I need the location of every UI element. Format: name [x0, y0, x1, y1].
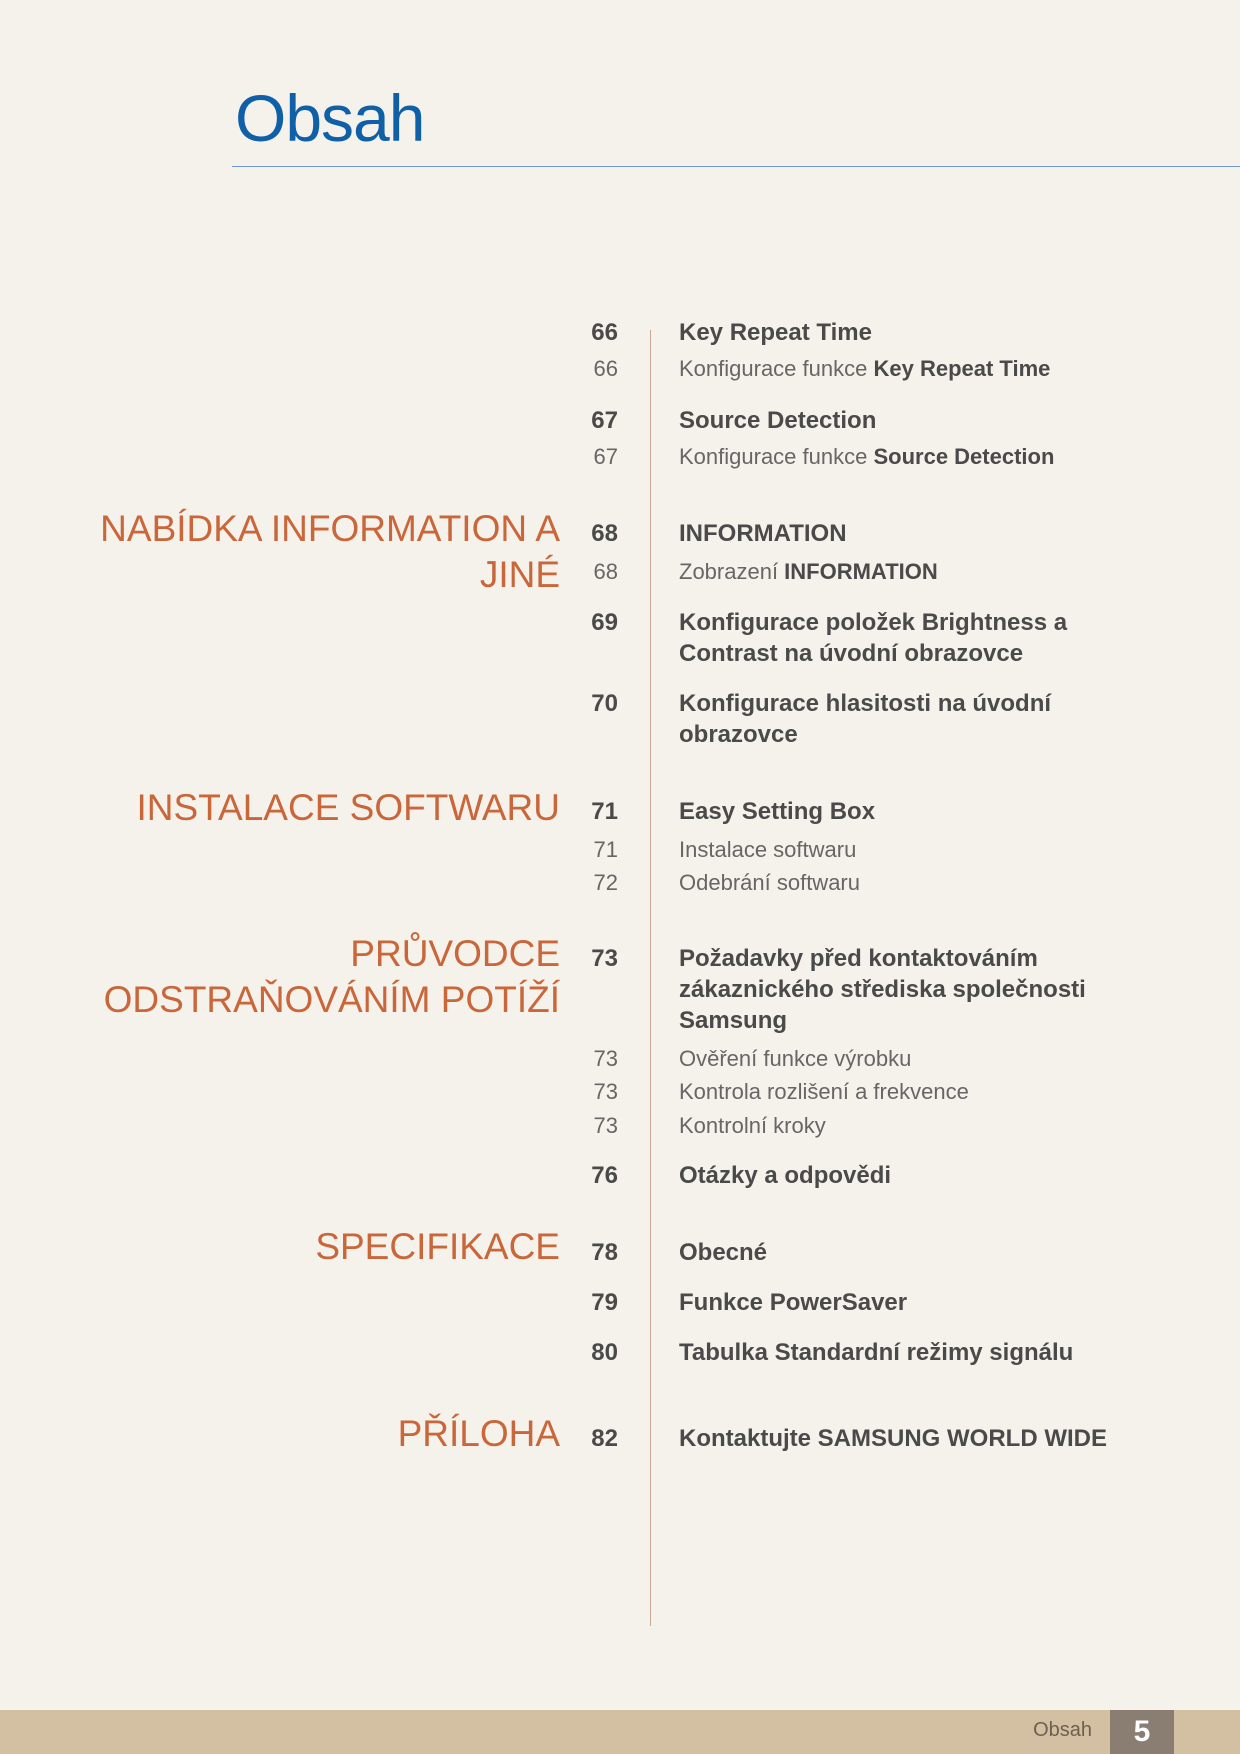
page-number: 72 [593, 870, 618, 895]
section-instalace-softwaru: INSTALACE SOFTWARU [136, 787, 560, 828]
page-number: 76 [591, 1162, 618, 1189]
page-number: 66 [593, 356, 618, 381]
page-number: 73 [591, 945, 618, 972]
entry-title: Požadavky před kontaktováním zákaznického střediska společnosti Samsung [679, 945, 1086, 1034]
section-specifikace: SPECIFIKACE [315, 1226, 560, 1267]
page-number: 80 [591, 1339, 618, 1366]
page-number: 69 [591, 609, 618, 636]
page-number: 66 [591, 319, 618, 346]
page-number: 73 [593, 1046, 618, 1071]
page-number: 67 [591, 407, 618, 434]
entry-title: Konfigurace hlasitosti na úvodní obrazovce [679, 690, 1052, 748]
page-number: 73 [593, 1113, 618, 1138]
section-pruvodce-odstranovanim: PRŮVODCE ODSTRAŇOVÁNÍM POTÍŽÍ [103, 933, 560, 1020]
section-priloha: PŘÍLOHA [397, 1413, 560, 1454]
entry-title: Kontrola rozlišení a frekvence [679, 1079, 969, 1104]
entry-title: Obecné [679, 1239, 768, 1266]
page-number: 68 [593, 559, 618, 584]
page-title: Obsah [235, 81, 425, 155]
entry-title: Odebrání softwaru [679, 870, 860, 895]
page-number: 71 [593, 837, 618, 862]
entry-title: Tabulka Standardní režimy signálu [679, 1339, 1074, 1366]
entry-title: Key Repeat Time [679, 319, 872, 346]
title-divider [232, 166, 1240, 167]
entry-title: Otázky a odpovědi [679, 1162, 892, 1189]
page-footer [0, 1710, 1240, 1754]
entry-title: Source Detection [679, 407, 877, 434]
entry-title: Konfigurace položek Brightness a Contrast na úvodní obrazovce [679, 609, 1068, 667]
entry-title: Easy Setting Box [679, 798, 876, 825]
entry-title: Kontrolní kroky [679, 1113, 826, 1138]
page-number: 67 [593, 444, 618, 469]
page-number: 82 [591, 1425, 618, 1452]
entry-title: Konfigurace funkce Source Detection [679, 444, 1055, 469]
page-number: 71 [591, 798, 618, 825]
page-number: 70 [591, 690, 618, 717]
entry-title: Kontaktujte SAMSUNG WORLD WIDE [679, 1425, 1107, 1452]
page-number: 73 [593, 1079, 618, 1104]
entry-title: Ověření funkce výrobku [679, 1046, 912, 1071]
footer-page-number: 5 [1110, 1710, 1174, 1754]
entry-title: Instalace softwaru [679, 837, 857, 862]
page-number: 78 [591, 1239, 618, 1266]
page-number: 79 [591, 1289, 618, 1316]
entry-title: Funkce PowerSaver [679, 1289, 908, 1316]
section-nabidka-information: NABÍDKA INFORMATION A JINÉ [100, 508, 560, 595]
footer-label: Obsah [1033, 1719, 1092, 1741]
entry-title: Zobrazení INFORMATION [679, 559, 938, 584]
entry-title: Konfigurace funkce Key Repeat Time [679, 356, 1051, 381]
page-number: 68 [591, 520, 618, 547]
toc-divider-line [650, 330, 651, 1626]
entry-title: INFORMATION [679, 520, 847, 547]
